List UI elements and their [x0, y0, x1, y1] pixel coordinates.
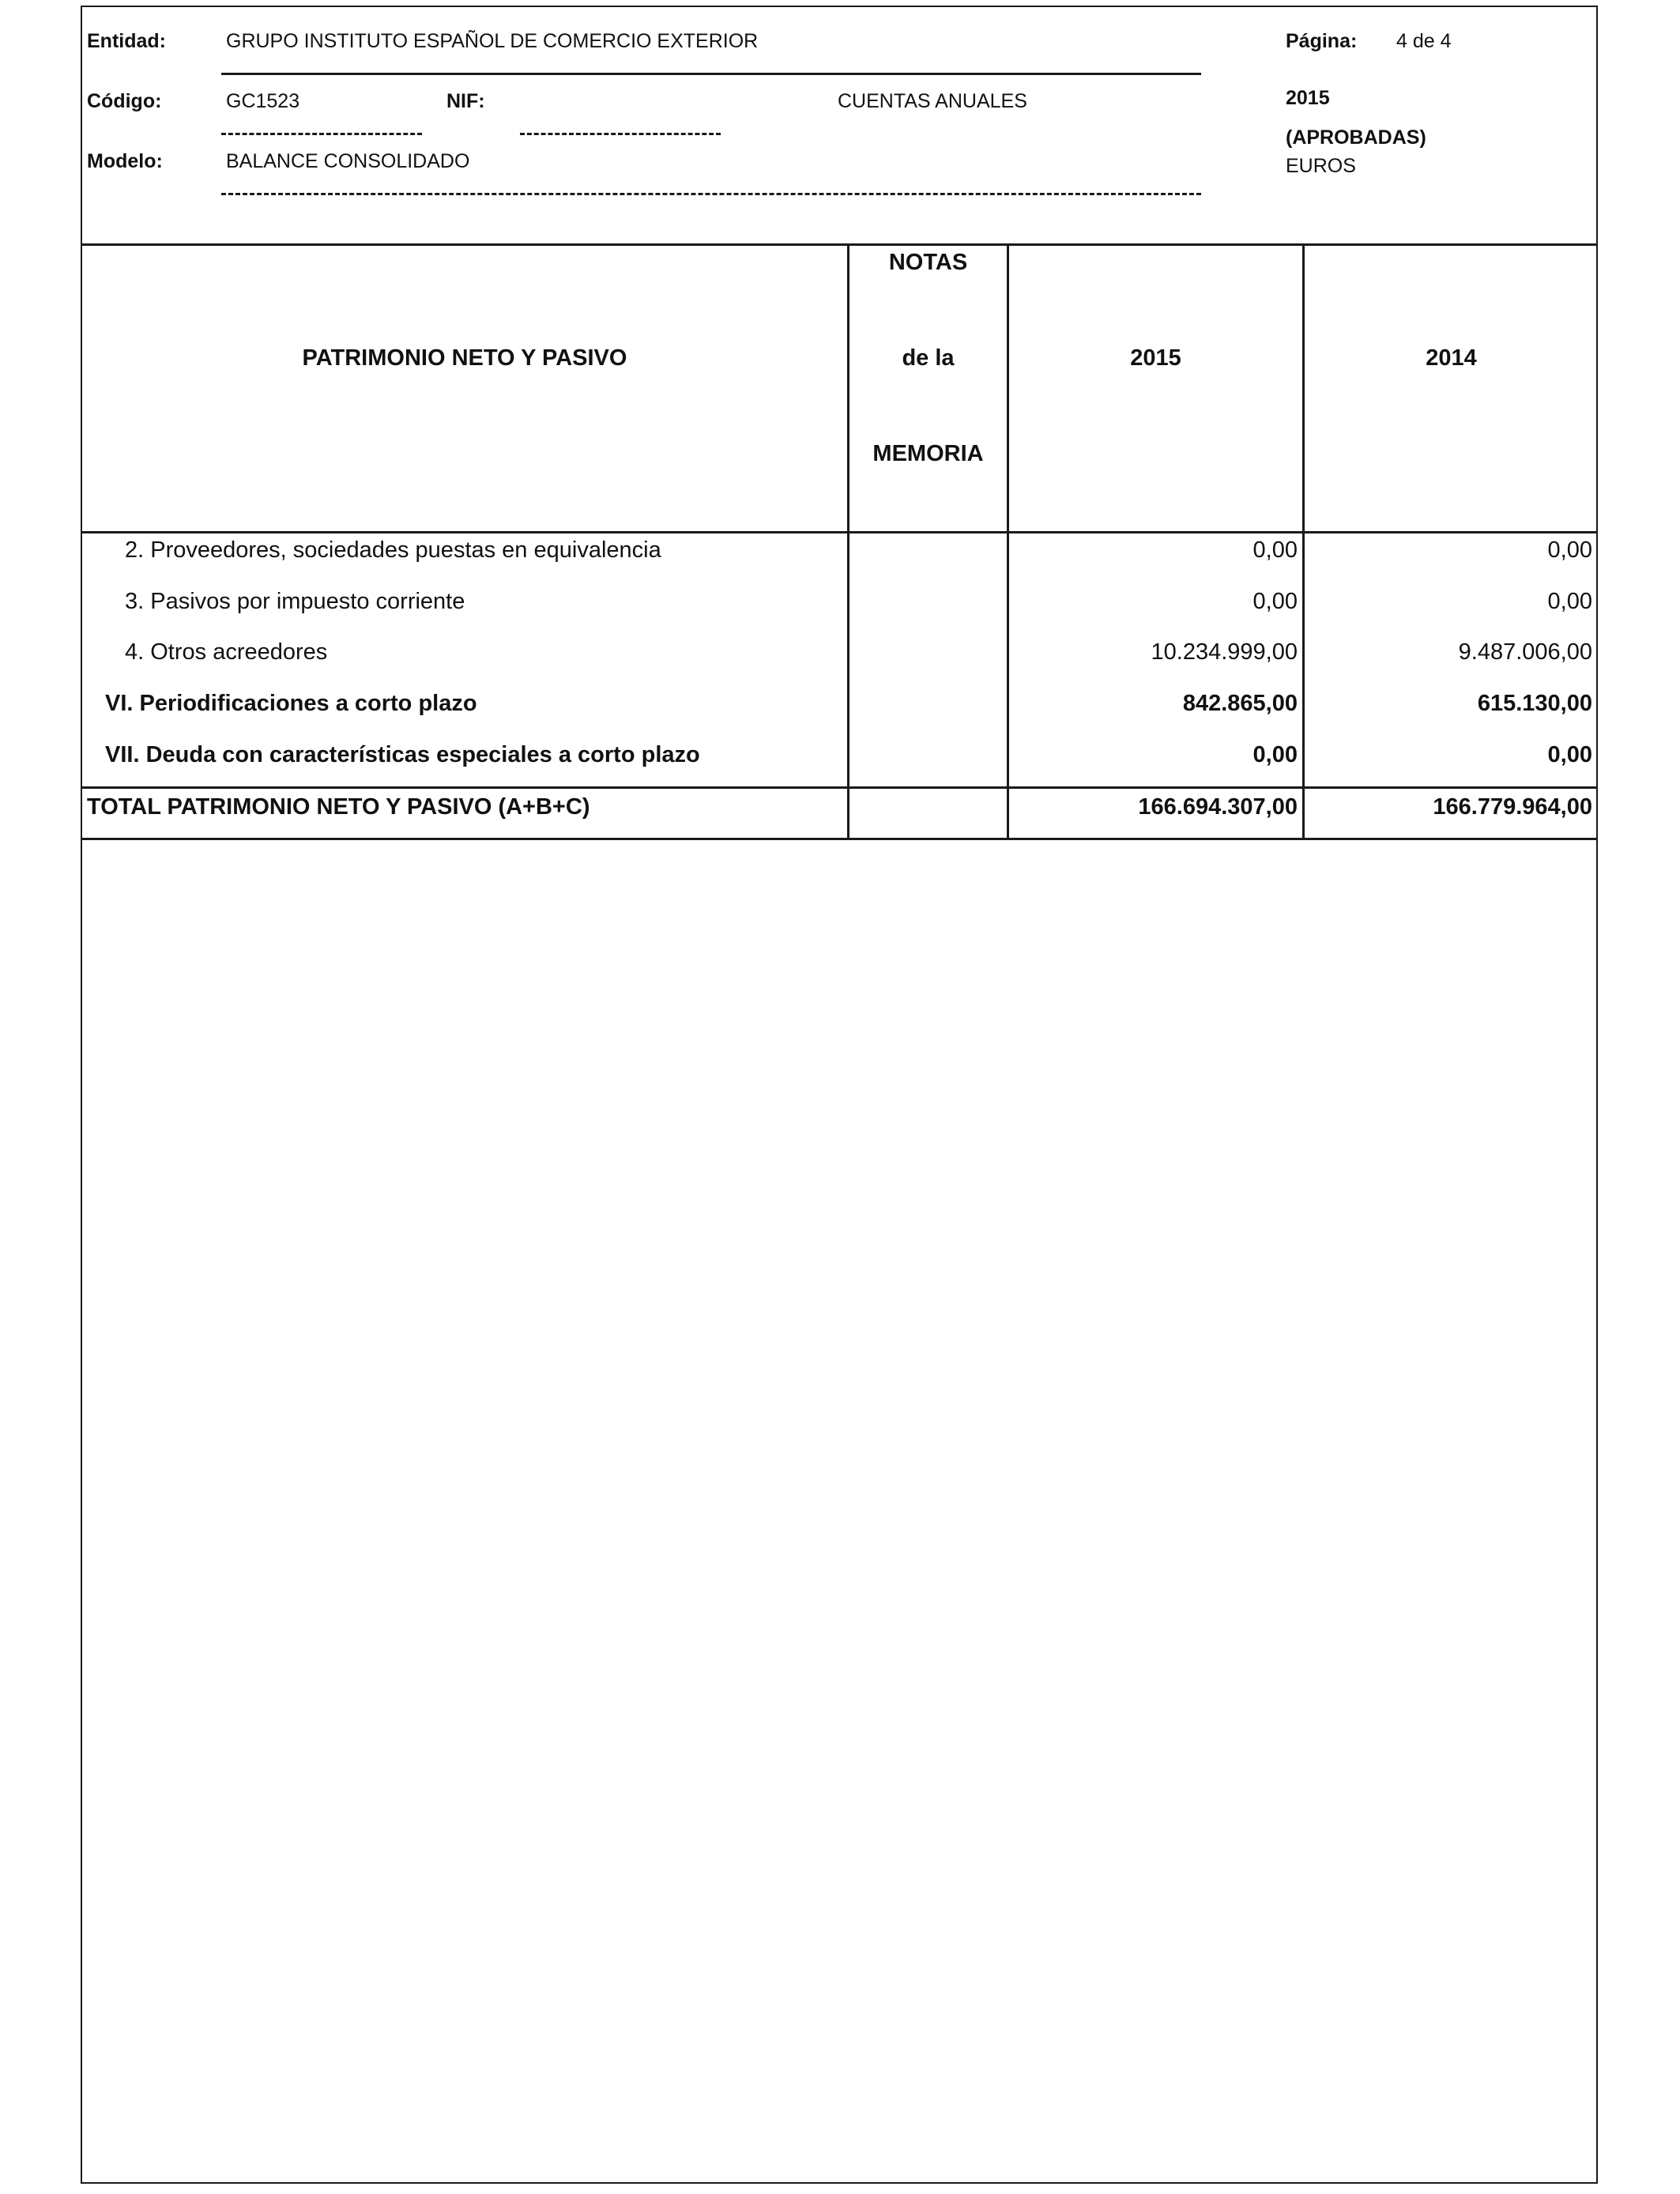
row-value-2015: 0,00	[1252, 537, 1298, 563]
nif-label: NIF:	[446, 90, 485, 112]
col-divider-notes	[847, 243, 849, 840]
col-divider-2014	[1302, 243, 1305, 840]
total-label: TOTAL PATRIMONIO NETO Y PASIVO (A+B+C)	[87, 794, 590, 820]
fiscal-year: 2015	[1286, 87, 1330, 109]
entidad-underline	[221, 73, 1201, 75]
table-top-border	[81, 243, 1598, 246]
column-header-notes-line3: MEMORIA	[872, 441, 984, 466]
row-label: VII. Deuda con características especiales a corto plazo	[105, 742, 700, 767]
nif-underline	[520, 133, 721, 135]
column-header-2015: 2015	[1130, 345, 1181, 371]
approval-status: (APROBADAS)	[1286, 126, 1426, 149]
currency: EUROS	[1286, 155, 1356, 177]
row-value-2015: 842.865,00	[1182, 691, 1298, 716]
total-row-top-border	[81, 786, 1598, 789]
row-value-2014: 0,00	[1547, 589, 1592, 614]
entidad-label: Entidad:	[87, 30, 166, 52]
row-value-2015: 10.234.999,00	[1151, 639, 1298, 665]
row-label: 3. Pasivos por impuesto corriente	[125, 589, 465, 614]
total-value-2015: 166.694.307,00	[1138, 794, 1298, 820]
pagina-label: Página:	[1286, 30, 1358, 52]
row-value-2014: 9.487.006,00	[1458, 639, 1592, 665]
codigo-underline	[221, 133, 422, 135]
col-divider-2015	[1007, 243, 1009, 840]
codigo-value: GC1523	[226, 90, 300, 112]
total-row-bottom-border	[81, 838, 1598, 840]
total-value-2014: 166.779.964,00	[1433, 794, 1592, 820]
document-type: CUENTAS ANUALES	[838, 90, 1027, 112]
pagina-value: 4 de 4	[1396, 30, 1452, 52]
modelo-value: BALANCE CONSOLIDADO	[226, 150, 470, 172]
modelo-underline	[221, 193, 1201, 195]
row-value-2014: 0,00	[1547, 537, 1592, 563]
codigo-label: Código:	[87, 90, 162, 112]
row-value-2014: 615.130,00	[1477, 691, 1592, 716]
column-header-notes-line1: NOTAS	[888, 250, 968, 275]
row-label: 4. Otros acreedores	[125, 639, 328, 665]
column-header-notes-line2: de la	[902, 345, 955, 371]
table-header-bottom-border	[81, 531, 1598, 533]
entidad-value: GRUPO INSTITUTO ESPAÑOL DE COMERCIO EXTERIOR	[226, 30, 759, 52]
column-header-concept: PATRIMONIO NETO Y PASIVO	[302, 345, 627, 371]
column-header-2014: 2014	[1426, 345, 1477, 371]
page-frame	[81, 6, 1598, 2184]
modelo-label: Modelo:	[87, 150, 163, 172]
row-label: VI. Periodificaciones a corto plazo	[105, 691, 477, 716]
row-value-2015: 0,00	[1252, 742, 1298, 767]
row-value-2014: 0,00	[1547, 742, 1592, 767]
row-value-2015: 0,00	[1252, 589, 1298, 614]
row-label: 2. Proveedores, sociedades puestas en equivalencia	[125, 537, 661, 563]
